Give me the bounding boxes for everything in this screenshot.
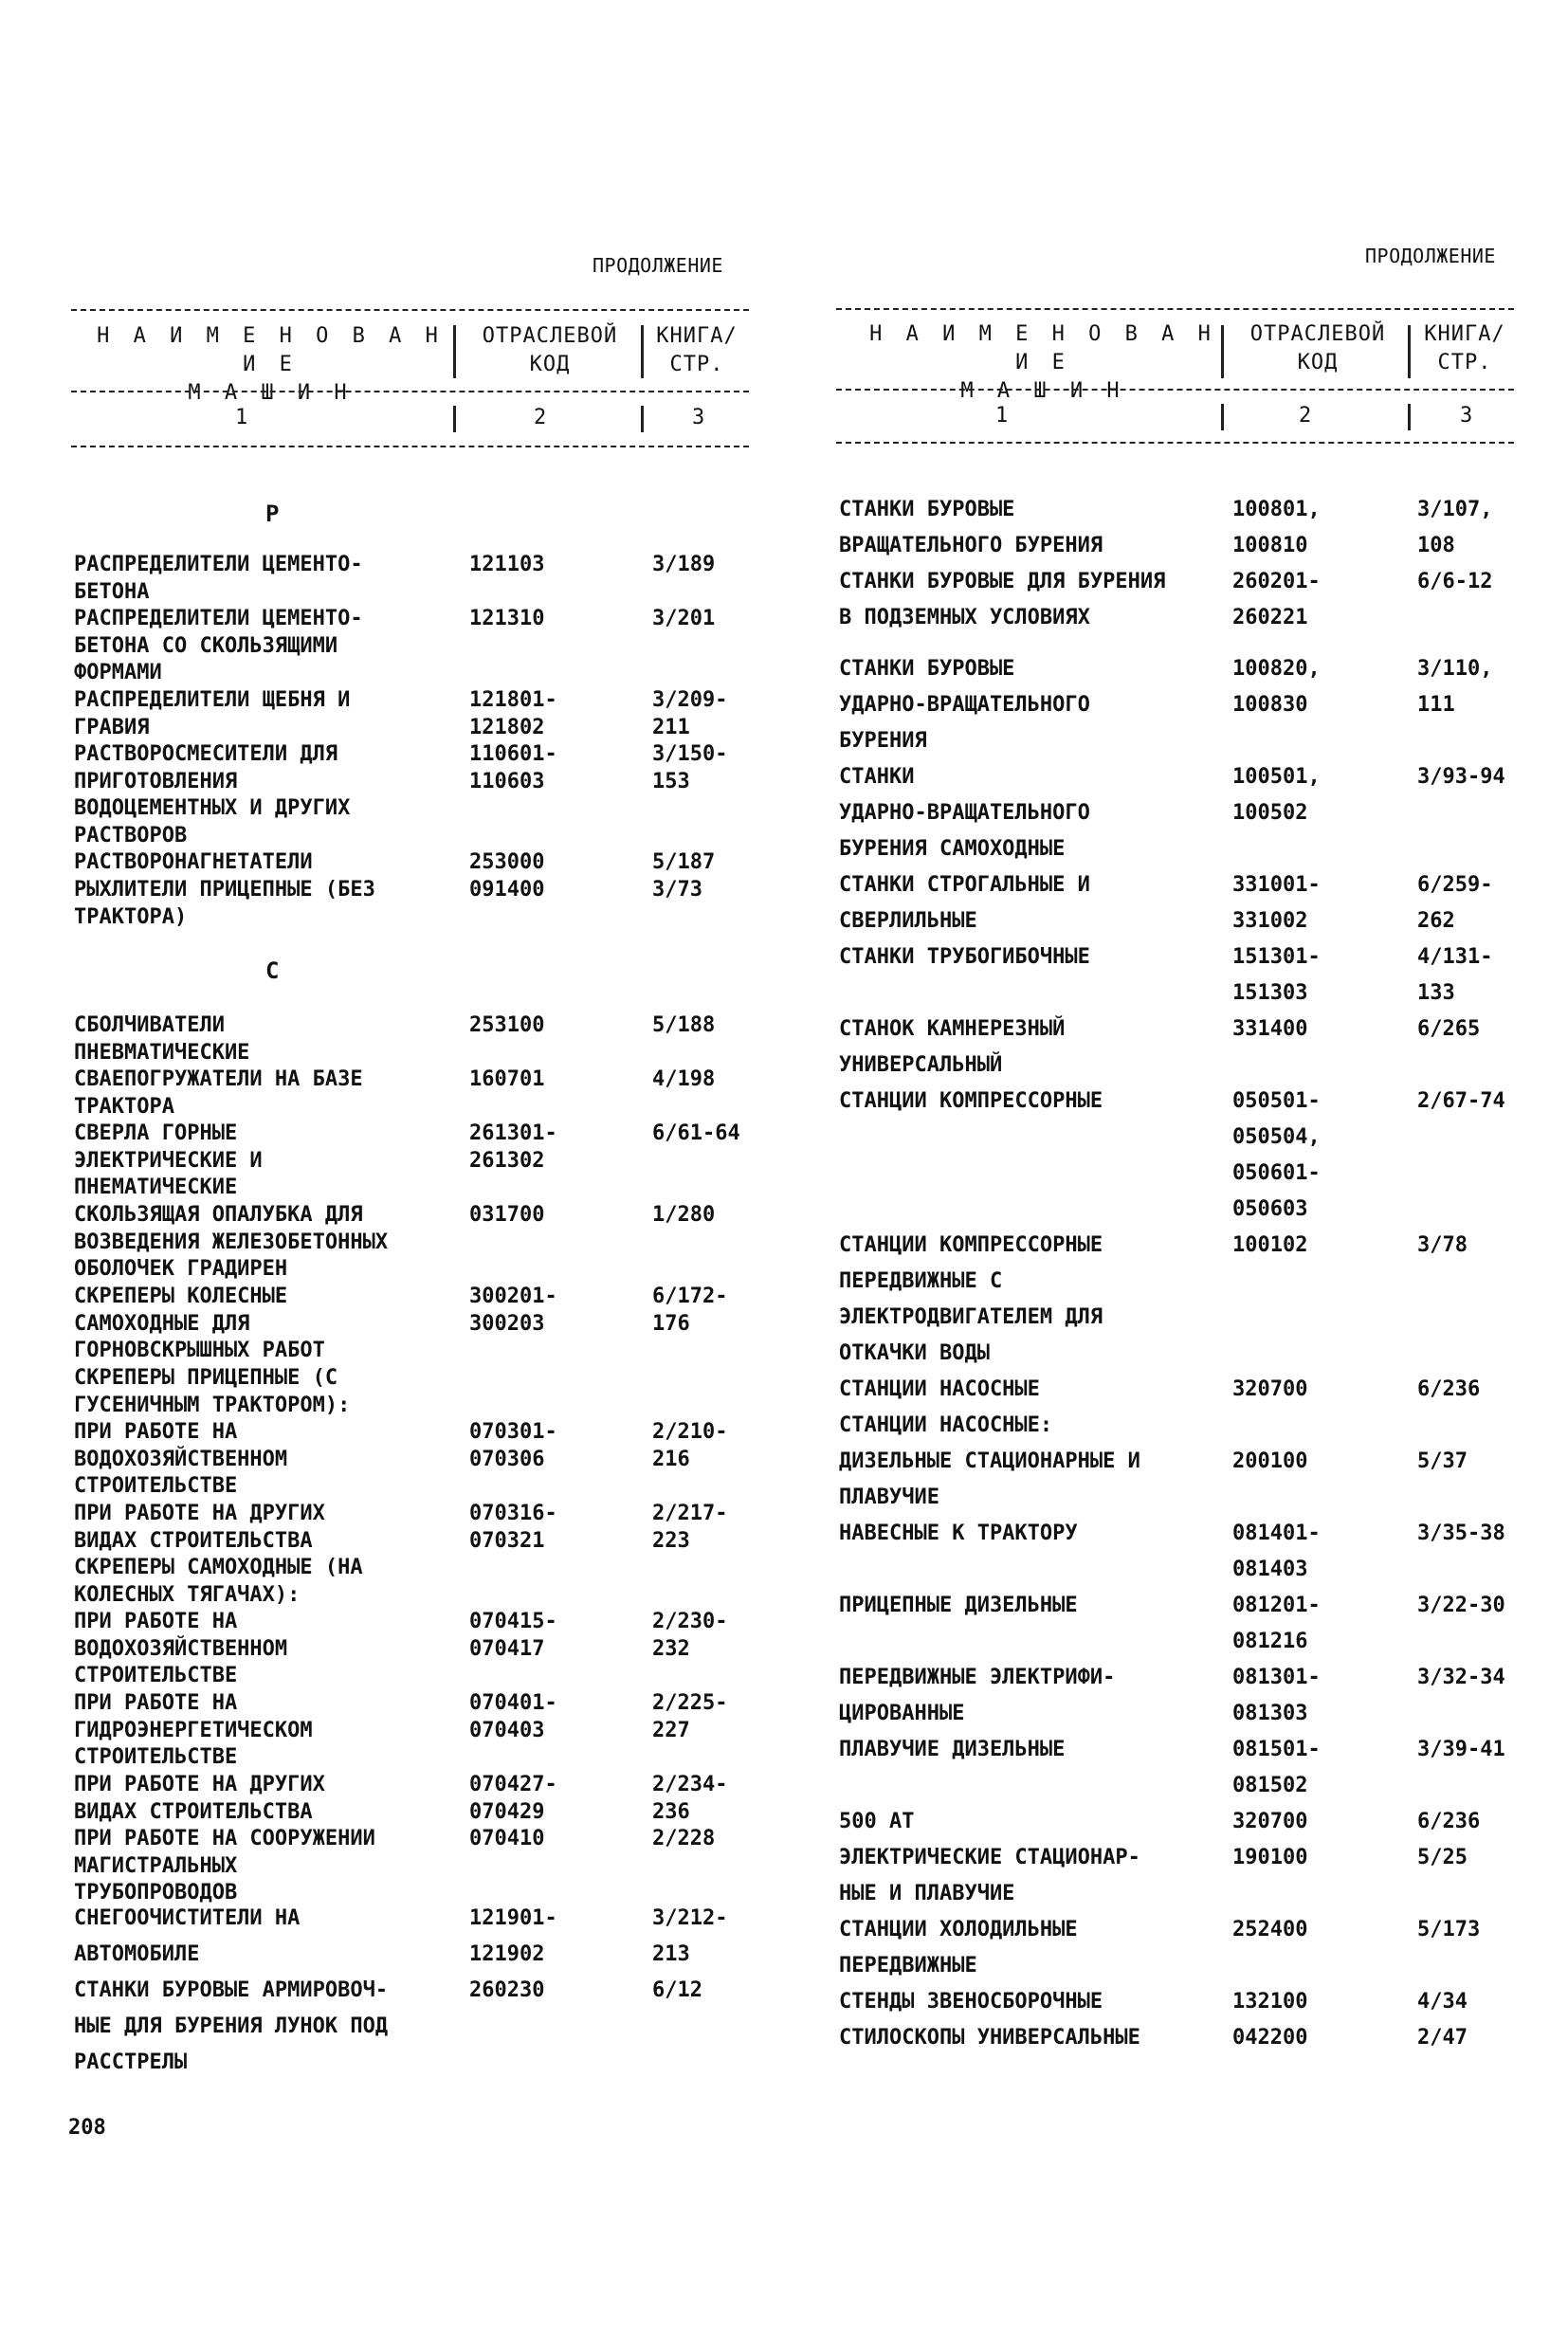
book-page: 3/32-34	[1417, 1666, 1505, 1689]
column-number: 1	[235, 406, 248, 429]
book-page: 3/73	[652, 878, 702, 902]
industry-code: 042200	[1232, 2026, 1308, 2050]
machine-name: ЭЛЕКТРИЧЕСКИЕ СТАЦИОНАР- НЫЕ И ПЛАВУЧИЕ	[839, 1846, 1140, 1905]
industry-code: 331001- 331002	[1232, 873, 1321, 933]
industry-code: 100820, 100830	[1232, 657, 1321, 717]
machine-name: СТАНКИ БУРОВЫЕ ВРАЩАТЕЛЬНОГО БУРЕНИЯ	[839, 498, 1103, 557]
machine-name: ПРИ РАБОТЕ НА ВОДОХОЗЯЙСТВЕННОМ СТРОИТЕЛЬСТВЕ	[74, 1610, 288, 1687]
book-page: 6/172- 176	[652, 1285, 728, 1336]
machine-name: 500 АТ	[839, 1810, 915, 1833]
machine-name: СТАНЦИИ НАСОСНЫЕ	[839, 1377, 1040, 1401]
industry-code: 190100	[1232, 1846, 1308, 1869]
header-divider	[453, 325, 456, 378]
machine-name: СТАНКИ СТРОГАЛЬНЫЕ И СВЕРЛИЛЬНЫЕ	[839, 873, 1090, 933]
industry-code: 121901- 121902	[469, 1906, 557, 1966]
header-divider	[1221, 404, 1224, 430]
machine-name: СТАНЦИИ КОМПРЕССОРНЫЕ ПЕРЕДВИЖНЫЕ С ЭЛЕКТРОДВИГАТЕЛЕМ ДЛЯ ОТКАЧКИ ВОДЫ	[839, 1233, 1103, 1365]
book-page: 2/210- 216	[652, 1420, 728, 1471]
machine-name: РАСТВОРОСМЕСИТЕЛИ ДЛЯ ПРИГОТОВЛЕНИЯ ВОДОЦЕМЕНТНЫХ И ДРУГИХ РАСТВОРОВ	[74, 742, 351, 847]
machine-name: РАСТВОРОНАГНЕТАТЕЛИ	[74, 850, 313, 874]
machine-name: СКОЛЬЗЯЩАЯ ОПАЛУБКА ДЛЯ ВОЗВЕДЕНИЯ ЖЕЛЕЗОБЕТОННЫХ ОБОЛОЧЕК ГРАДИРЕН	[74, 1203, 389, 1281]
section-letter: Р	[265, 501, 280, 527]
industry-code: 331400	[1232, 1017, 1308, 1041]
column-number: 2	[1299, 404, 1312, 428]
machine-name: ПЕРЕДВИЖНЫЕ ЭЛЕКТРИФИ- ЦИРОВАННЫЕ	[839, 1666, 1116, 1725]
machine-name: РАСПРЕДЕЛИТЕЛИ ЦЕМЕНТО- БЕТОНА	[74, 553, 363, 604]
book-page: 5/25	[1417, 1846, 1468, 1869]
continuation-label: ПРОДОЛЖЕНИЕ	[593, 254, 723, 277]
header-divider	[1408, 325, 1411, 378]
header-top-rule	[836, 308, 1514, 310]
industry-code: 100801, 100810	[1232, 498, 1321, 557]
machine-name: СТАНОК КАМНЕРЕЗНЫЙ УНИВЕРСАЛЬНЫЙ	[839, 1017, 1066, 1077]
machine-name: ПРИ РАБОТЕ НА ВОДОХОЗЯЙСТВЕННОМ СТРОИТЕЛЬСТВЕ	[74, 1420, 288, 1498]
continuation-label: ПРОДОЛЖЕНИЕ	[1365, 245, 1496, 267]
industry-code: 070316- 070321	[469, 1502, 557, 1553]
industry-code: 261301- 261302	[469, 1121, 557, 1173]
book-page: 3/150- 153	[652, 742, 728, 793]
book-page: 2/47	[1417, 2026, 1468, 2050]
header-ref-column: КНИГА/ СТР.	[1424, 322, 1505, 374]
industry-code: 070427- 070429	[469, 1773, 557, 1824]
header-mid-rule	[71, 391, 749, 392]
book-page: 3/35-38	[1417, 1522, 1505, 1545]
industry-code: 151301- 151303	[1232, 945, 1321, 1005]
book-page: 2/217- 223	[652, 1502, 728, 1553]
book-page: 2/234- 236	[652, 1773, 728, 1824]
industry-code: 100501, 100502	[1232, 765, 1321, 825]
book-page: 6/259- 262	[1417, 873, 1493, 933]
machine-name: ДИЗЕЛЬНЫЕ СТАЦИОНАРНЫЕ И ПЛАВУЧИЕ	[839, 1449, 1140, 1509]
machine-name: ПРИ РАБОТЕ НА ДРУГИХ ВИДАХ СТРОИТЕЛЬСТВА	[74, 1773, 325, 1824]
machine-name: ПРИ РАБОТЕ НА ДРУГИХ ВИДАХ СТРОИТЕЛЬСТВА	[74, 1502, 325, 1553]
industry-code: 253000	[469, 850, 545, 874]
book-page: 3/212- 213	[652, 1906, 728, 1966]
industry-code: 070301- 070306	[469, 1420, 557, 1471]
page-number: 208	[68, 2116, 106, 2140]
machine-name: СТАНКИ БУРОВЫЕ УДАРНО-ВРАЩАТЕЛЬНОГО БУРЕНИЯ	[839, 657, 1090, 753]
machine-name: СТЕНДЫ ЗВЕНОСБОРОЧНЫЕ	[839, 1990, 1103, 2014]
machine-name: РЫХЛИТЕЛИ ПРИЦЕПНЫЕ (БЕЗ ТРАКТОРА)	[74, 878, 375, 929]
header-divider	[1408, 404, 1411, 430]
header-name-column: Н А И М Е Н О В А Н И Е М А Ш И Н	[97, 324, 444, 405]
industry-code: 200100	[1232, 1449, 1308, 1473]
industry-code: 320700	[1232, 1377, 1308, 1401]
header-code-column: ОТРАСЛЕВОЙ КОД	[482, 324, 618, 376]
header-divider	[641, 406, 644, 432]
machine-name: СКРЕПЕРЫ КОЛЕСНЫЕ САМОХОДНЫЕ ДЛЯ ГОРНОВСКРЫШНЫХ РАБОТ	[74, 1285, 325, 1362]
book-page: 4/131- 133	[1417, 945, 1493, 1005]
machine-name: ПРИЦЕПНЫЕ ДИЗЕЛЬНЫЕ	[839, 1594, 1078, 1617]
book-page: 3/110, 111	[1417, 657, 1493, 717]
machine-name: СТАНКИ БУРОВЫЕ ДЛЯ БУРЕНИЯ В ПОДЗЕМНЫХ УСЛОВИЯХ	[839, 570, 1166, 629]
industry-code: 050501- 050504, 050601- 050603	[1232, 1089, 1321, 1221]
machine-name: СНЕГООЧИСТИТЕЛИ НА АВТОМОБИЛЕ	[74, 1906, 301, 1966]
book-page: 5/173	[1417, 1918, 1481, 1941]
book-page: 4/198	[652, 1067, 716, 1091]
industry-code: 070401- 070403	[469, 1691, 557, 1742]
book-page: 6/236	[1417, 1377, 1481, 1401]
machine-name: СТАНЦИИ КОМПРЕССОРНЫЕ	[839, 1089, 1103, 1113]
industry-code: 252400	[1232, 1918, 1308, 1941]
book-page: 4/34	[1417, 1990, 1468, 2014]
section-letter: С	[265, 957, 280, 984]
book-page: 3/201	[652, 607, 716, 630]
machine-name: СТАНКИ ТРУБОГИБОЧНЫЕ	[839, 945, 1090, 969]
column-number: 2	[534, 406, 547, 429]
industry-code: 253100	[469, 1013, 545, 1037]
industry-code: 081401- 081403	[1232, 1522, 1321, 1581]
industry-code: 132100	[1232, 1990, 1308, 2014]
header-name-column: Н А И М Е Н О В А Н И Е М А Ш И Н	[869, 322, 1216, 403]
machine-name: ПРИ РАБОТЕ НА СООРУЖЕНИИ МАГИСТРАЛЬНЫХ ТРУБОПРОВОДОВ	[74, 1827, 375, 1904]
book-page: 2/230- 232	[652, 1610, 728, 1661]
book-page: 6/6-12	[1417, 570, 1493, 593]
industry-code: 260230	[469, 1978, 545, 2002]
industry-code: 121801- 121802	[469, 688, 557, 739]
book-page: 3/22-30	[1417, 1594, 1505, 1617]
industry-code: 081301- 081303	[1232, 1666, 1321, 1725]
machine-name: НАВЕСНЫЕ К ТРАКТОРУ	[839, 1522, 1078, 1545]
industry-code: 260201- 260221	[1232, 570, 1321, 629]
machine-name: ПРИ РАБОТЕ НА ГИДРОЭНЕРГЕТИЧЕСКОМ СТРОИТЕЛЬСТВЕ	[74, 1691, 313, 1769]
industry-code: 091400	[469, 878, 545, 902]
industry-code: 320700	[1232, 1810, 1308, 1833]
book-page: 2/67-74	[1417, 1089, 1505, 1113]
header-ref-column: КНИГА/ СТР.	[656, 324, 738, 376]
column-number: 1	[995, 404, 1009, 428]
book-page: 2/225- 227	[652, 1691, 728, 1742]
machine-name: СВЕРЛА ГОРНЫЕ ЭЛЕКТРИЧЕСКИЕ И ПНЕМАТИЧЕСКИЕ	[74, 1121, 263, 1199]
industry-code: 160701	[469, 1067, 545, 1091]
book-page: 3/107, 108	[1417, 498, 1493, 557]
book-page: 3/189	[652, 553, 716, 576]
header-divider	[453, 406, 456, 432]
column-number: 3	[692, 406, 705, 429]
machine-name: СКРЕПЕРЫ САМОХОДНЫЕ (НА КОЛЕСНЫХ ТЯГАЧАХ):	[74, 1556, 363, 1607]
industry-code: 121103	[469, 553, 545, 576]
industry-code: 300201- 300203	[469, 1285, 557, 1336]
industry-code: 070415- 070417	[469, 1610, 557, 1661]
industry-code: 070410	[469, 1827, 545, 1850]
industry-code: 081201- 081216	[1232, 1594, 1321, 1653]
book-page: 3/39-41	[1417, 1738, 1505, 1761]
book-page: 5/188	[652, 1013, 716, 1037]
header-top-rule	[71, 309, 749, 311]
header-code-column: ОТРАСЛЕВОЙ КОД	[1249, 322, 1386, 374]
machine-name: СВАЕПОГРУЖАТЕЛИ НА БАЗЕ ТРАКТОРА	[74, 1067, 363, 1119]
header-bottom-rule	[71, 446, 749, 447]
industry-code: 121310	[469, 607, 545, 630]
industry-code: 110601- 110603	[469, 742, 557, 793]
header-mid-rule	[836, 389, 1514, 391]
book-page: 2/228	[652, 1827, 716, 1850]
book-page: 6/12	[652, 1978, 702, 2002]
book-page: 1/280	[652, 1203, 716, 1227]
book-page: 6/265	[1417, 1017, 1481, 1041]
book-page: 3/209- 211	[652, 688, 728, 739]
header-bottom-rule	[836, 442, 1514, 444]
machine-name: РАСПРЕДЕЛИТЕЛИ ЦЕМЕНТО- БЕТОНА СО СКОЛЬЗЯЩИМИ ФОРМАМИ	[74, 607, 363, 684]
book-page: 3/78	[1417, 1233, 1468, 1257]
column-number: 3	[1460, 404, 1473, 428]
book-page: 6/236	[1417, 1810, 1481, 1833]
machine-name: СТАНЦИИ ХОЛОДИЛЬНЫЕ ПЕРЕДВИЖНЫЕ	[839, 1918, 1078, 1977]
book-page: 3/93-94	[1417, 765, 1505, 789]
book-page: 5/37	[1417, 1449, 1468, 1473]
machine-name: СБОЛЧИВАТЕЛИ ПНЕВМАТИЧЕСКИЕ	[74, 1013, 250, 1065]
machine-name: ПЛАВУЧИЕ ДИЗЕЛЬНЫЕ	[839, 1738, 1066, 1761]
machine-name: СТАНКИ УДАРНО-ВРАЩАТЕЛЬНОГО БУРЕНИЯ САМОХОДНЫЕ	[839, 765, 1090, 861]
industry-code: 100102	[1232, 1233, 1308, 1257]
book-page: 5/187	[652, 850, 716, 874]
header-divider	[1221, 325, 1224, 378]
machine-name: РАСПРЕДЕЛИТЕЛИ ЩЕБНЯ И ГРАВИЯ	[74, 688, 351, 739]
machine-name: СТАНЦИИ НАСОСНЫЕ:	[839, 1413, 1053, 1437]
industry-code: 031700	[469, 1203, 545, 1227]
header-divider	[641, 325, 644, 378]
machine-name: СКРЕПЕРЫ ПРИЦЕПНЫЕ (С ГУСЕНИЧНЫМ ТРАКТОРОМ):	[74, 1366, 351, 1417]
machine-name: СТАНКИ БУРОВЫЕ АРМИРОВОЧ- НЫЕ ДЛЯ БУРЕНИЯ ЛУНОК ПОД РАССТРЕЛЫ	[74, 1978, 389, 2074]
book-page: 6/61-64	[652, 1121, 740, 1145]
machine-name: СТИЛОСКОПЫ УНИВЕРСАЛЬНЫЕ	[839, 2026, 1140, 2050]
industry-code: 081501- 081502	[1232, 1738, 1321, 1797]
